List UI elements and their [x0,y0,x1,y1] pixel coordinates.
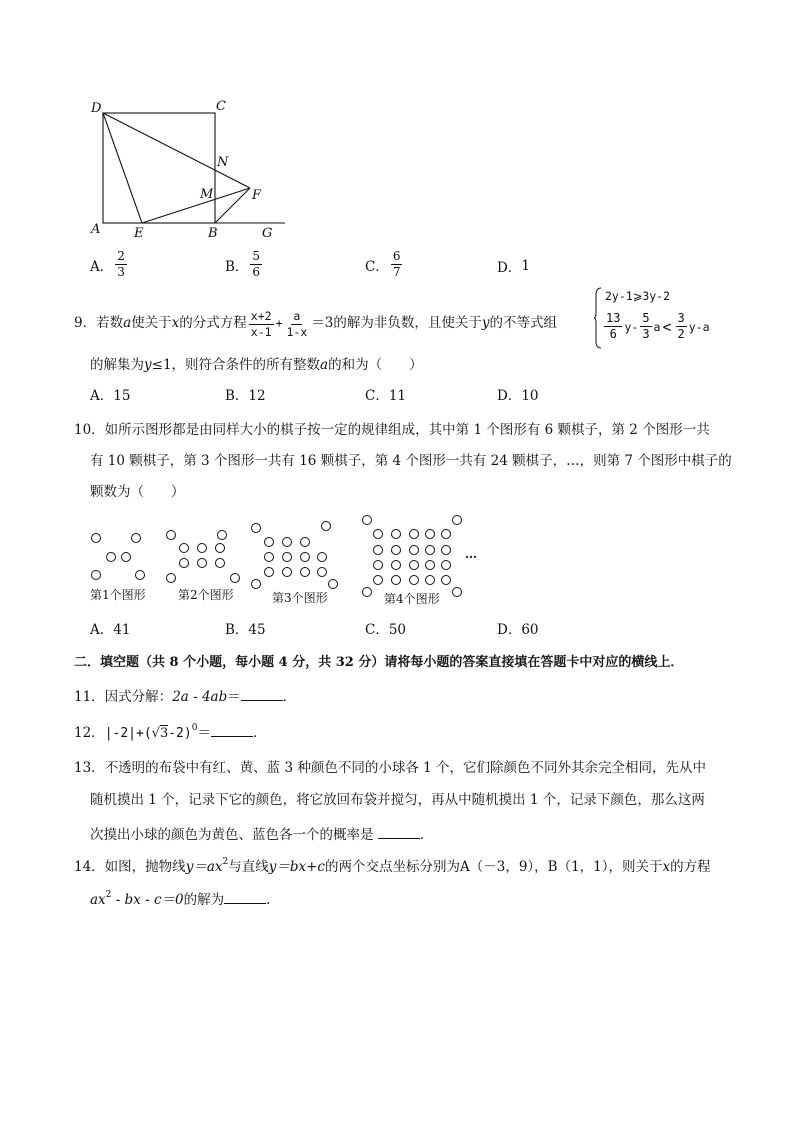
label-g: G [262,226,273,241]
q8-option-c[interactable]: C． $\frac{6}{7}$ [365,249,401,280]
q10-option-c[interactable]: C．50 [365,622,407,638]
line-ef [142,188,250,223]
brace-icon [594,287,602,349]
q9-line1: 9． 若数 a 使关于 x 的分式方程 $\frac{x+2}{x-1}$ + $\frac{a}{1-x}$ ＝3 的解为非负数，且使关于 y 的不等式组 [74,309,558,339]
q10-option-b[interactable]: B．45 [225,622,266,638]
system-line1: 2y-1⩾3y-2 [605,289,671,303]
system-line2: $\frac{13}{6}$ y- $\frac{5}{3}$ a < $\frac{3}{2}$ y-a [606,311,710,342]
label-n: N [217,155,229,170]
q9-option-c[interactable]: C．11 [365,388,407,404]
geometry-figure [80,95,300,245]
q8-option-b[interactable]: B． $\frac{5}{6}$ [225,249,261,280]
q13-line3: 次摸出小球的颜色为黄色、蓝色各一个的概率是 ． [90,827,434,843]
q10-option-d[interactable]: D．60 [497,622,539,638]
q14-line2: $ax^2$ - bx - c＝0的解为 ． [90,890,280,908]
square-abcd [103,113,215,223]
label-d: D [91,101,102,116]
q9-option-b[interactable]: B．12 [225,388,266,404]
q9-line2: 的解集为y≤1，则符合条件的所有整数a的和为（ ） [90,357,423,373]
q12: 12．$|-2|+(√3-2)^0=$ ． [74,723,267,741]
q13-line1: 13．不透明的布袋中有红、黄、蓝 3 种颜色不同的小球各 1 个，它们除颜色不同外其余完全相同，先从中 [74,760,707,776]
q9-option-d[interactable]: D．10 [497,388,539,404]
answer-blank[interactable] [241,688,283,701]
label-b: B [208,226,218,241]
label-a: A [91,222,101,237]
q9-option-a[interactable]: A．15 [90,388,131,404]
figure-label-1: 第1个图形 [90,588,146,602]
q13-line2: 随机摸出 1 个，记录下它的颜色，将它放回布袋并搅匀，再从中随机摸出 1 个，记录下颜色，那么这两 [90,792,705,808]
q14-line1: 14．如图，抛物线$y=ax^2$与直线y＝bx+c的两个交点坐标分别为A（－3，9），B（1，1），则关于x的方程 [74,857,711,875]
label-e: E [134,226,144,241]
figure-label-3: 第3个图形 [272,591,328,605]
answer-blank[interactable] [378,826,420,839]
section2-title: 二．填空题（共 8 个小题，每小题 4 分，共 32 分）请将每小题的答案直接填在答题卡中对应的横线上． [74,655,684,670]
q11: 11．因式分解：2a - 4ab＝ ． [74,689,297,705]
q10-line1: 10．如所示图形都是由同样大小的棋子按一定的规律组成，其中第 1 个图形有 6 颗棋子，第 2 个图形一共 [74,422,710,438]
label-c: C [216,99,226,114]
q10-line3: 颗数为（ ） [90,484,185,500]
figure-label-4: 第4个图形 [384,592,440,606]
q10-line2: 有 10 颗棋子，第 3 个图形一共有 16 颗棋子，第 4 个图形一共有 24 颗棋子，…，则第 7 个图形中棋子的 [90,453,732,469]
answer-blank[interactable] [224,891,266,904]
figure-label-2: 第2个图形 [178,588,234,602]
answer-blank[interactable] [211,724,253,737]
chess-pattern-figure [80,510,480,610]
ellipsis: … [465,547,477,561]
label-m: M [200,187,214,202]
q10-option-a[interactable]: A．41 [90,622,131,638]
q8-option-d[interactable]: D． 1 [497,258,530,276]
q8-option-a[interactable]: A． $\frac{2}{3}$ [90,249,125,280]
label-f: F [252,188,262,203]
